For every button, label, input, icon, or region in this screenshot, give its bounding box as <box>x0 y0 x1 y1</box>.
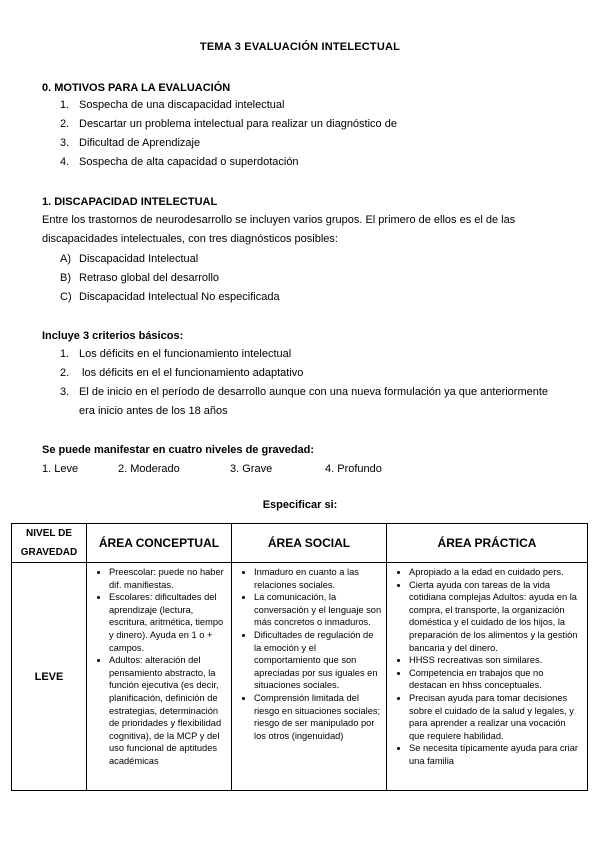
social-cell <box>232 563 387 791</box>
header-conceptual: ÁREA CONCEPTUAL <box>87 524 232 563</box>
gravedad-level-profundo: 4. Profundo <box>325 463 382 475</box>
header-social: ÁREA SOCIAL <box>232 524 387 563</box>
list-item: 3. El de inicio en el período de desarrollo aunque con una nueva formulación ya que anteriormente era inicio antes de los 18 años <box>60 386 549 417</box>
gravedad-level-grave: 3. Grave <box>230 463 273 475</box>
list-item: 1. Sospecha de una discapacidad intelectual <box>60 99 285 111</box>
list-item: • Preescolar: puede no haber dif. manifiestas. <box>109 566 227 591</box>
gravedad-level-moderado: 2. Moderado <box>118 463 180 475</box>
list-item: • HHSS recreativas son similares. <box>409 654 583 667</box>
criterios-list <box>60 345 549 421</box>
list-item: B) Retraso global del desarrollo <box>60 272 220 284</box>
list-item: • Inmaduro en cuanto a las relaciones sociales. <box>254 566 382 591</box>
gravedad-heading: Se puede manifestar en cuatro niveles de gravedad: <box>42 444 315 456</box>
list-item: • Comprensión limitada del riesgo en situaciones sociales; riesgo de ser manipulado por los otros (ingenuidad) <box>254 692 382 742</box>
list-item: • Apropiado a la edad en cuidado pers. <box>409 566 583 579</box>
list-item: A) Discapacidad Intelectual <box>60 253 199 265</box>
table-header-row <box>12 524 588 563</box>
header-nivel: NIVEL DE GRAVEDAD <box>12 524 87 563</box>
list-item: 4. Sospecha de alta capacidad o superdotación <box>60 156 299 168</box>
list-item: • Competencia en trabajos que no destacan en hhss conceptuales. <box>409 667 583 692</box>
list-item: • Precisan ayuda para tomar decisiones sobre el cuidado de la salud y legales, y para aprender a realizar una vocación que requiere habilidad. <box>409 692 583 742</box>
diagnosticos-list <box>60 250 280 307</box>
discapacidad-intro-line1: Entre los trastornos de neurodesarrollo se incluyen varios grupos. El primero de ellos es el de las <box>42 214 516 226</box>
criterios-heading: Incluye 3 criterios básicos: <box>42 330 184 342</box>
gravedad-table <box>11 523 588 791</box>
especificar-heading: Especificar si: <box>262 499 338 511</box>
list-item: 2. Descartar un problema intelectual para realizar un diagnóstico de <box>60 118 397 130</box>
list-item: • Cierta ayuda con tareas de la vida cotidiana complejas Adultos: ayuda en la compra, el transporte, la organización doméstica y el cuidado de los hijos, la preparación de los alimentos y la gestión bancaria y del dinero. <box>409 579 583 655</box>
document-title: TEMA 3 EVALUACIÓN INTELECTUAL <box>199 41 401 53</box>
practica-cell <box>387 563 588 791</box>
discapacidad-intro-line2: discapacidades intelectuales, con tres diagnósticos posibles: <box>42 233 338 245</box>
discapacidad-heading: 1. DISCAPACIDAD INTELECTUAL <box>42 196 218 208</box>
list-item: 3. Dificultad de Aprendizaje <box>60 137 201 149</box>
gravedad-level-leve: 1. Leve <box>42 463 79 475</box>
motivos-list <box>60 96 397 172</box>
list-item: • Dificultades de regulación de la emoción y el comportamiento que son apreciadas por sus iguales en situaciones sociales. <box>254 629 382 692</box>
level-cell: LEVE <box>12 563 87 791</box>
list-item: • La comunicación, la conversación y el lenguaje son más concretos o inmaduros. <box>254 591 382 629</box>
header-practica: ÁREA PRÁCTICA <box>387 524 588 563</box>
list-item: • Adultos: alteración del pensamiento abstracto, la función ejecutiva (es decir, planificación, definición de estrategias, determinación de prioridades y flexibilidad cognitiva), de la MCP y del uso funcional de aptitudes académicas <box>109 654 227 767</box>
motivos-heading: 0. MOTIVOS PARA LA EVALUACIÓN <box>42 82 231 94</box>
list-item: C) Discapacidad Intelectual No especificada <box>60 291 280 303</box>
list-item: • Se necesita típicamente ayuda para criar una familia <box>409 742 583 767</box>
list-item: • Escolares: dificultades del aprendizaje (lectura, escritura, aritmética, tiempo y dinero). Ayuda en 1 o + campos. <box>109 591 227 654</box>
conceptual-cell <box>87 563 232 791</box>
list-item: 2. los déficits en el el funcionamiento adaptativo <box>60 367 304 379</box>
list-item: 1. Los déficits en el funcionamiento intelectual <box>60 348 292 360</box>
table-row <box>12 563 588 791</box>
